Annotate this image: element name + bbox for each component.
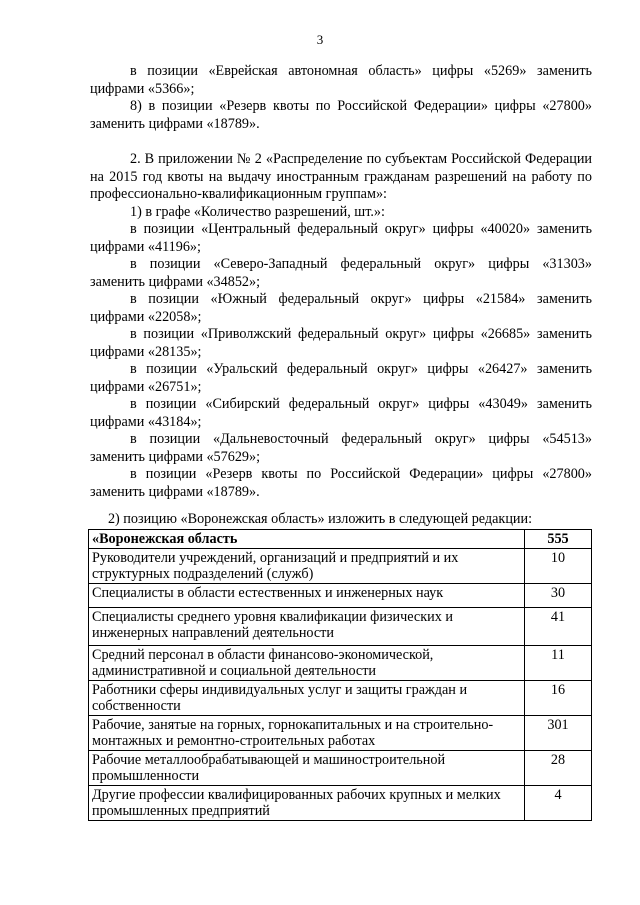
- group-value: 4: [525, 785, 592, 820]
- paragraph: 1) в графе «Количество разрешений, шт.»:: [130, 203, 385, 220]
- paragraph: в позиции «Северо-Западный федеральный округ» цифры «31303» заменить цифрами «34852»;: [90, 256, 592, 290]
- table-row: [89, 607, 592, 645]
- voronezh-quota-table: [88, 529, 592, 821]
- paragraph: в позиции «Центральный федеральный округ» цифры «40020» заменить цифрами «41196»;: [90, 221, 592, 255]
- paragraph: в позиции «Сибирский федеральный округ» цифры «43049» заменить цифрами «43184»;: [90, 396, 592, 430]
- group-value: 30: [525, 583, 592, 607]
- paragraph: в позиции «Уральский федеральный округ» цифры «26427» заменить цифрами «26751»;: [90, 361, 592, 395]
- group-label: Руководители учреждений, организаций и предприятий и их структурных подразделений (служб): [89, 548, 525, 583]
- group-value: 28: [525, 750, 592, 785]
- table-row: [89, 680, 592, 715]
- paragraph: в позиции «Южный федеральный округ» цифры «21584» заменить цифрами «22058»;: [90, 291, 592, 325]
- table-row: [89, 548, 592, 583]
- paragraph: в позиции «Еврейская автономная область» цифры «5269» заменить цифрами «5366»;: [90, 63, 592, 97]
- group-label: Средний персонал в области финансово-экономической, административной и социальной деятельности: [89, 645, 525, 680]
- group-value: 41: [525, 607, 592, 645]
- table-intro: 2) позицию «Воронежская область» изложить в следующей редакции:: [107, 511, 533, 527]
- paragraph: 8) в позиции «Резерв квоты по Российской Федерации» цифры «27800» заменить цифрами «18789».: [90, 98, 592, 132]
- group-label: Рабочие, занятые на горных, горнокапитальных и на строительно-монтажных и ремонтно-строительных работах: [89, 715, 525, 750]
- group-value: 11: [525, 645, 592, 680]
- table-row: [89, 750, 592, 785]
- table-row: [89, 715, 592, 750]
- group-label: Специалисты среднего уровня квалификации физических и инженерных направлений деятельности: [89, 607, 525, 645]
- table-row: [89, 645, 592, 680]
- group-label: Другие профессии квалифицированных рабочих крупных и мелких промышленных предприятий: [89, 785, 525, 820]
- group-label: Рабочие металлообрабатывающей и машиностроительной промышленности: [89, 750, 525, 785]
- table-row: [89, 785, 592, 820]
- region-total-cell: 555: [525, 530, 592, 549]
- group-label: Специалисты в области естественных и инженерных наук: [89, 583, 525, 607]
- group-value: 10: [525, 548, 592, 583]
- table-row: [89, 583, 592, 607]
- group-label: Работники сферы индивидуальных услуг и защиты граждан и собственности: [89, 680, 525, 715]
- paragraph: в позиции «Приволжский федеральный округ» цифры «26685» заменить цифрами «28135»;: [90, 326, 592, 360]
- group-value: 301: [525, 715, 592, 750]
- region-name-cell: «Воронежская область: [89, 530, 525, 549]
- paragraph: в позиции «Дальневосточный федеральный округ» цифры «54513» заменить цифрами «57629»;: [90, 431, 592, 465]
- paragraph: в позиции «Резерв квоты по Российской Федерации» цифры «27800» заменить цифрами «18789».: [90, 466, 592, 500]
- amendment-text-top: [90, 63, 592, 501]
- group-value: 16: [525, 680, 592, 715]
- page-number: 3: [316, 32, 324, 47]
- table-header-row: [89, 530, 592, 549]
- paragraph: 2. В приложении № 2 «Распределение по субъектам Российской Федерации на 2015 год квоты на выдачу иностранным гражданам разрешений на работу по профессионально-квалификационным группам»:: [90, 151, 592, 202]
